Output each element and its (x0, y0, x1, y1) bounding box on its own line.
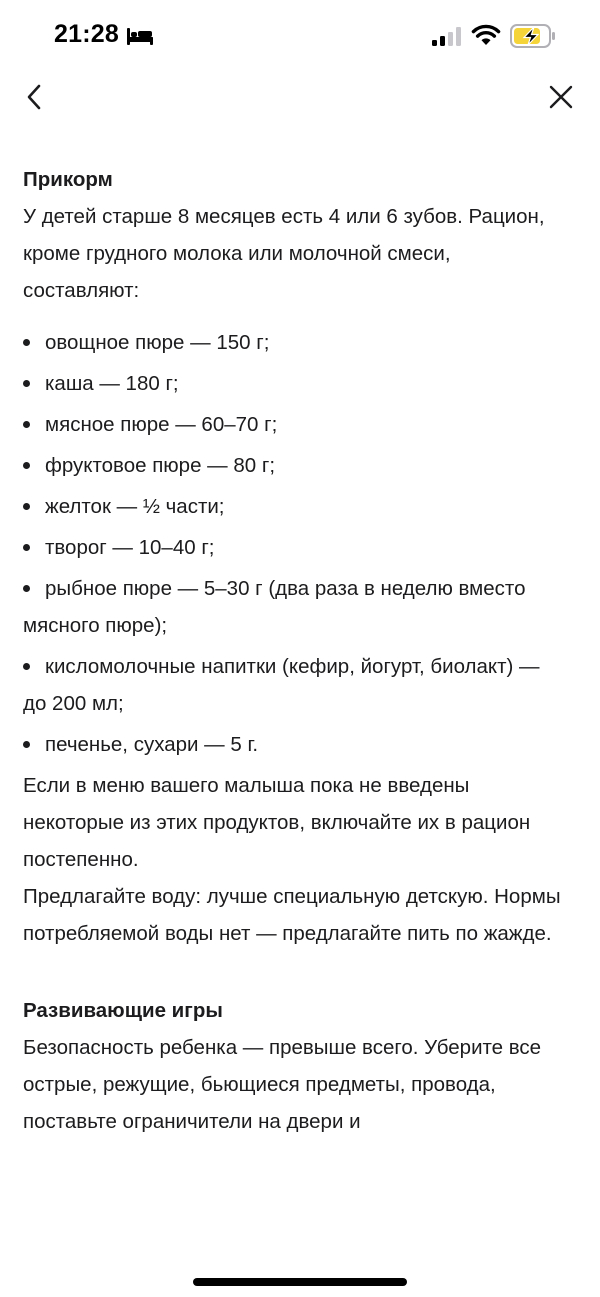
home-indicator (193, 1278, 407, 1286)
list-item: кисломолочные напитки (кефир, йогурт, биолакт) — до 200 мл; (23, 648, 568, 722)
feeding-list (23, 324, 568, 763)
back-button[interactable] (18, 80, 52, 114)
status-time: 21:28 (54, 20, 119, 48)
list-item: каша — 180 г; (23, 365, 568, 402)
battery-charging-icon (510, 24, 556, 48)
signal-icon (432, 27, 462, 46)
list-item: рыбное пюре — 5–30 г (два раза в неделю вместо мясного пюре); (23, 570, 568, 644)
close-icon (544, 80, 578, 114)
list-item: творог — 10–40 г; (23, 529, 568, 566)
list-item: овощное пюре — 150 г; (23, 324, 568, 361)
list-item: печенье, сухари — 5 г. (23, 726, 568, 763)
section-heading-games: Развивающие игры (23, 999, 223, 1022)
section-intro: У детей старше 8 месяцев есть 4 или 6 зубов. Рацион, кроме грудного молока или молочной смеси, составляют: (23, 205, 545, 302)
status-bar (0, 0, 600, 72)
wifi-icon (471, 24, 501, 46)
section-heading-feeding: Прикорм (23, 168, 113, 191)
list-item: фруктовое пюре — 80 г; (23, 447, 568, 484)
bed-icon (126, 26, 154, 46)
chevron-left-icon (18, 80, 52, 114)
paragraph-water: Предлагайте воду: лучше специальную детскую. Нормы потребляемой воды нет — предлагайте пить по жажде. (23, 885, 561, 945)
article-viewport[interactable] (0, 112, 600, 1252)
article-content (23, 85, 568, 1140)
paragraph-introduce-gradually: Если в меню вашего малыша пока не введены некоторые из этих продуктов, включайте их в рацион постепенно. (23, 774, 531, 871)
list-item: мясное пюре — 60–70 г; (23, 406, 568, 443)
list-item: желток — ½ части; (23, 488, 568, 525)
nav-bar (0, 72, 600, 122)
close-button[interactable] (544, 80, 578, 114)
paragraph-safety: Безопасность ребенка — превыше всего. Уберите все острые, режущие, бьющиеся предметы, провода, поставьте ограничители на двери и (23, 1036, 542, 1133)
